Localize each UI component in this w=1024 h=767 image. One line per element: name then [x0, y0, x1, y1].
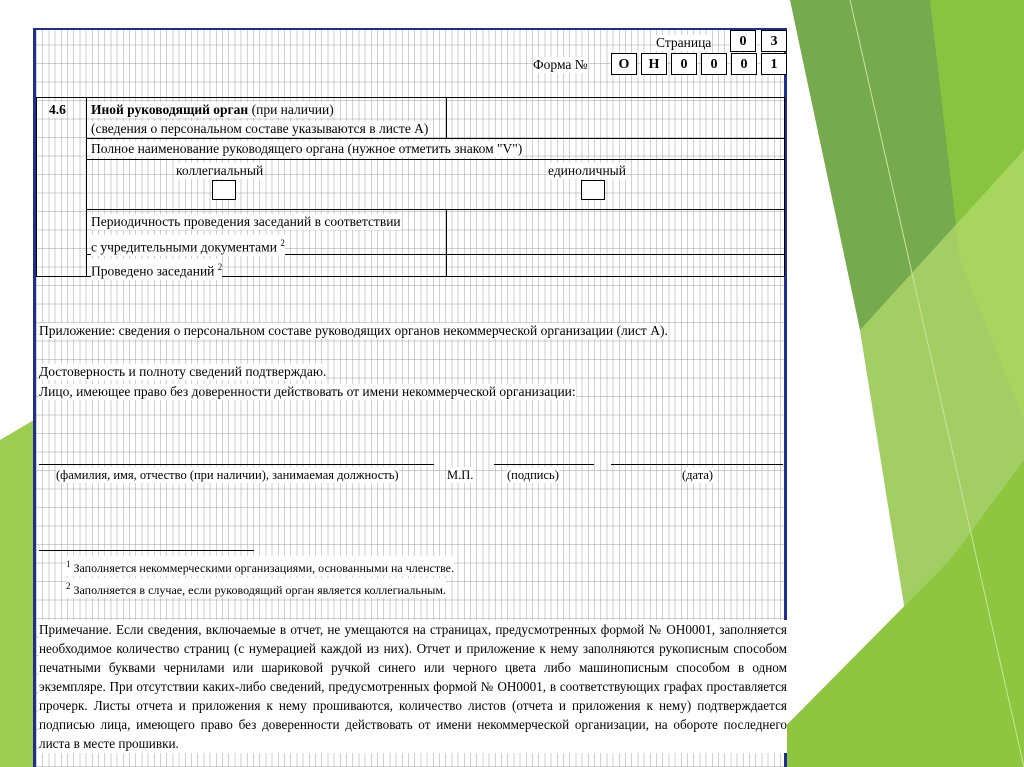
name-caption: (фамилия, имя, отчество (при наличии), занимаемая должность)	[56, 468, 399, 482]
appendix-text: Приложение: сведения о персональном составе руководящих органов некоммерческой организации (лист А).	[39, 323, 668, 338]
form-cell-5: 0	[731, 53, 757, 75]
meetings-text: Проведено заседаний	[91, 263, 215, 279]
meetings-input[interactable]	[448, 256, 782, 275]
periodicity-text: с учредительными документами	[91, 239, 277, 255]
note-paragraph: Примечание. Если сведения, включаемые в отчет, не умещаются на страницах, предусмотренных формой № ОН0001, заполняется необходимое количество страниц (с нумерацией каждой из них). Отчет и приложение к нему заполняются рукописным способом печатными буквами чернилами или шариковой ручкой синего или черного цвета либо машинописным способом в одном экземпляре. При отсутствии каких-либо сведений, предусмотренных формой № ОН0001, в соответствующих графах проставляется прочерк. Листы отчета и приложения к нему прошиваются, количество листов (отчета и приложения к нему) подтверждается подписью лица, имеющего право без доверенности действовать от имени некоммерческой организации, на обороте последнего листа в месте прошивки.	[39, 622, 787, 751]
section-title-rest: (при наличии)	[248, 102, 334, 117]
meetings-footnote-ref: 2	[217, 262, 223, 272]
sign-caption: (подпись)	[507, 468, 559, 482]
form-sheet	[33, 28, 787, 767]
footnote-2	[66, 578, 446, 598]
deco-shape-left	[0, 420, 34, 767]
page-digit-2: 3	[761, 30, 787, 52]
page-label: Страница	[656, 35, 712, 50]
name-signature-line	[39, 464, 434, 465]
option-collegial-checkbox[interactable]	[212, 180, 236, 200]
periodicity-input[interactable]	[448, 211, 782, 253]
meetings-label	[91, 259, 222, 280]
date-line	[611, 464, 783, 465]
form-cell-6: 1	[761, 53, 787, 75]
section-subtitle: (сведения о персональном составе указываются в листе А)	[91, 121, 429, 136]
footnote-2-text: Заполняется в случае, если руководящий орган является коллегиальным.	[73, 583, 446, 597]
footnote-2-num: 2	[66, 581, 71, 591]
form-cell-3: 0	[671, 53, 697, 75]
option-collegial-label: коллегиальный	[176, 163, 264, 178]
page-digit-1: 0	[730, 30, 756, 52]
date-caption: (дата)	[682, 468, 714, 482]
option-sole-checkbox[interactable]	[581, 180, 605, 200]
form-cell-4: 0	[701, 53, 727, 75]
option-sole-label: единоличный	[548, 163, 626, 178]
section-number: 4.6	[49, 102, 66, 117]
fullname-label: Полное наименование руководящего органа (нужное отметить знаком "V")	[91, 141, 523, 156]
section-title	[91, 102, 334, 118]
footnote-1-text: Заполняется некоммерческими организациями, основанными на членстве.	[73, 561, 454, 575]
periodicity-line2	[91, 235, 285, 256]
form-cell-2: Н	[641, 53, 667, 75]
person-text: Лицо, имеющее право без доверенности действовать от имени некоммерческой организации:	[39, 384, 576, 399]
footnote-1	[66, 556, 454, 576]
form-label: Форма №	[533, 57, 588, 72]
signature-line	[494, 464, 594, 465]
form-cell-1: О	[611, 53, 637, 75]
section-title-bold: Иной руководящий орган	[91, 102, 249, 117]
seal-caption: М.П.	[447, 468, 474, 482]
periodicity-footnote-ref: 2	[280, 238, 285, 248]
footnote-separator	[39, 550, 254, 551]
footnote-1-num: 1	[66, 559, 71, 569]
periodicity-line1: Периодичность проведения заседаний в соответствии	[91, 214, 401, 229]
confirm-text: Достоверность и полноту сведений подтверждаю.	[39, 364, 327, 379]
